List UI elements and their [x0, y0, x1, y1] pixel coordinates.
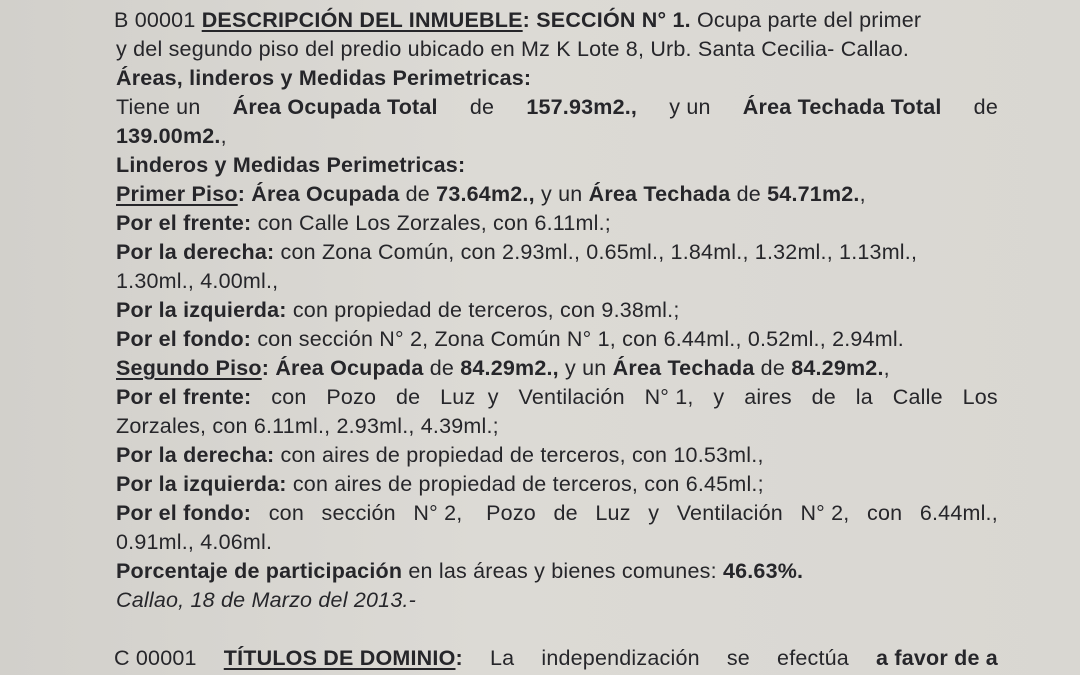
section-b-intro-2: y del segundo piso del predio ubicado en Mz K Lote 8, Urb. Santa Cecilia- Callao.	[116, 37, 910, 61]
segundo-tail: ,	[883, 356, 890, 380]
total-roofed-label: Área Techada Total	[742, 95, 942, 119]
primer-piso-label: Primer Piso	[116, 182, 238, 206]
primer-piso-line	[116, 180, 998, 209]
intro-line-2	[116, 35, 998, 64]
heading-colon: :	[522, 8, 531, 32]
segundo-izquierda-label: Por la izquierda:	[116, 472, 287, 496]
primer-frente-text: con Calle Los Zorzales, con 6.11ml.;	[257, 211, 611, 235]
primer-derecha-text-1: con Zona Común, con 2.93ml., 0.65ml., 1.84ml., 1.32ml., 1.13ml.,	[280, 240, 918, 264]
segundo-fondo-word: con	[867, 501, 903, 525]
segundo-fondo-word: Luz	[595, 501, 631, 525]
primer-derecha-text-2: 1.30ml., 4.00ml.,	[116, 269, 279, 293]
participacion-text: en las áreas y bienes comunes:	[408, 559, 717, 583]
segundo-derecha-text: con aires de propiedad de terceros, con 10.53ml.,	[280, 443, 764, 467]
primer-piso-colon: :	[237, 182, 246, 206]
section-c-header-line	[114, 644, 998, 673]
primer-occ-de: de	[405, 182, 430, 206]
section-c-word: se	[726, 646, 750, 670]
segundo-frente-line-2	[116, 412, 998, 441]
segundo-izquierda-text: con aires de propiedad de terceros, con 6.45ml.;	[292, 472, 764, 496]
segundo-frente-line	[116, 383, 998, 412]
primer-tech-label: Área Techada	[588, 182, 731, 206]
primer-izquierda-line	[116, 296, 998, 325]
segundo-frente-label: Por el frente:	[116, 385, 252, 409]
section-c-word: independización	[541, 646, 700, 670]
segundo-derecha-label: Por la derecha:	[116, 443, 275, 467]
section-c-bold-tail: a favor de a	[876, 646, 998, 670]
primer-fondo-line	[116, 325, 998, 354]
primer-tail: ,	[859, 182, 866, 206]
section-c-heading-wrap	[224, 644, 463, 673]
document-text	[116, 6, 998, 673]
segundo-piso-label: Segundo Piso	[116, 356, 262, 380]
segundo-fondo-word: y	[648, 501, 660, 525]
signature-text: Callao, 18 de Marzo del 2013.-	[116, 588, 417, 612]
segundo-fondo-word: con	[268, 501, 304, 525]
section-c-word: efectúa	[777, 646, 849, 670]
total-text-a: Tiene un	[116, 95, 201, 119]
segundo-frente-word: N° 1,	[644, 385, 694, 409]
segundo-mid: y un	[565, 356, 607, 380]
segundo-frente-word: Los	[962, 385, 998, 409]
segundo-fondo-word: N° 2,	[800, 501, 850, 525]
primer-fondo-label: Por el fondo:	[116, 327, 252, 351]
primer-mid: y un	[540, 182, 583, 206]
section-c-code: C 00001	[114, 646, 197, 670]
blank-line	[116, 615, 998, 644]
primer-tech-value: 54.71m2.	[767, 182, 860, 206]
participacion-label: Porcentaje de participación	[116, 559, 403, 583]
primer-derecha-line-2	[116, 267, 998, 296]
segundo-frente-word: la	[855, 385, 873, 409]
segundo-piso-line	[116, 354, 998, 383]
linderos-heading-line	[116, 151, 998, 180]
segundo-frente-text-2: Zorzales, con 6.11ml., 2.93ml., 4.39ml.;	[116, 414, 499, 438]
signature-line	[116, 586, 998, 615]
primer-occ-label: Área Ocupada	[251, 182, 400, 206]
section-c-word: La	[489, 646, 515, 670]
segundo-frente-word: Pozo	[326, 385, 377, 409]
segundo-frente-word: con	[271, 385, 307, 409]
primer-occ-value: 73.64m2.,	[436, 182, 535, 206]
primer-frente-label: Por el frente:	[116, 211, 252, 235]
linderos-heading: Linderos y Medidas Perimetricas:	[116, 153, 466, 177]
segundo-fondo-line-2	[116, 528, 998, 557]
segundo-frente-word: Luz y	[440, 385, 499, 409]
primer-derecha-label: Por la derecha:	[116, 240, 275, 264]
segundo-occ-de: de	[429, 356, 455, 380]
segundo-fondo-word: Ventilación	[676, 501, 783, 525]
section-c-colon: :	[455, 646, 463, 670]
primer-izquierda-text: con propiedad de terceros, con 9.38ml.;	[292, 298, 680, 322]
segundo-fondo-label: Por el fondo:	[116, 501, 252, 525]
primer-frente-line	[116, 209, 998, 238]
total-area-line	[116, 93, 998, 122]
section-b-label: SECCIÓN N° 1.	[536, 8, 691, 32]
section-c-heading: TÍTULOS DE DOMINIO	[223, 646, 456, 670]
segundo-fondo-word: 6.44ml.,	[919, 501, 998, 525]
segundo-frente-word: de	[395, 385, 421, 409]
segundo-frente-word: aires	[744, 385, 792, 409]
segundo-frente-word: de	[811, 385, 836, 409]
total-text-c: de	[469, 95, 495, 119]
segundo-tech-value: 84.29m2.	[791, 356, 884, 380]
segundo-fondo-text-2: 0.91ml., 4.06ml.	[116, 530, 273, 554]
total-tail: ,	[220, 124, 227, 148]
areas-heading-line	[116, 64, 998, 93]
segundo-fondo-word: de	[553, 501, 578, 525]
section-b-code: B 00001	[114, 8, 196, 32]
participacion-value: 46.63%.	[722, 559, 804, 583]
primer-derecha-line	[116, 238, 998, 267]
section-b-header-line	[114, 6, 998, 35]
participacion-line	[116, 557, 998, 586]
total-occupied-value: 157.93m2.,	[526, 95, 638, 119]
segundo-frente-word: y	[713, 385, 725, 409]
segundo-piso-colon: :	[261, 356, 270, 380]
areas-heading: Áreas, linderos y Medidas Perimetricas:	[116, 66, 532, 90]
segundo-frente-word: Ventilación	[518, 385, 625, 409]
segundo-fondo-line	[116, 499, 998, 528]
segundo-fondo-word: Pozo	[479, 501, 536, 525]
primer-izquierda-label: Por la izquierda:	[116, 298, 287, 322]
total-occupied-label: Área Ocupada Total	[232, 95, 438, 119]
section-b-heading: DESCRIPCIÓN DEL INMUEBLE	[201, 8, 523, 32]
primer-tech-de: de	[736, 182, 761, 206]
total-text-e: y un	[669, 95, 711, 119]
total-text-g: de	[973, 95, 998, 119]
segundo-occ-label: Área Ocupada	[275, 356, 424, 380]
segundo-frente-word: Calle	[892, 385, 943, 409]
segundo-tech-de: de	[760, 356, 785, 380]
total-roofed-value: 139.00m2.	[116, 124, 221, 148]
segundo-izquierda-line	[116, 470, 998, 499]
segundo-fondo-word: sección	[321, 501, 396, 525]
segundo-derecha-line	[116, 441, 998, 470]
section-b-intro-1: Ocupa parte del primer	[696, 8, 922, 32]
segundo-occ-value: 84.29m2.,	[460, 356, 559, 380]
segundo-fondo-word: N° 2,	[413, 501, 463, 525]
segundo-tech-label: Área Techada	[612, 356, 755, 380]
primer-fondo-text: con sección N° 2, Zona Común N° 1, con 6.44ml., 0.52ml., 2.94ml.	[257, 327, 904, 351]
total-area-line-2	[116, 122, 998, 151]
